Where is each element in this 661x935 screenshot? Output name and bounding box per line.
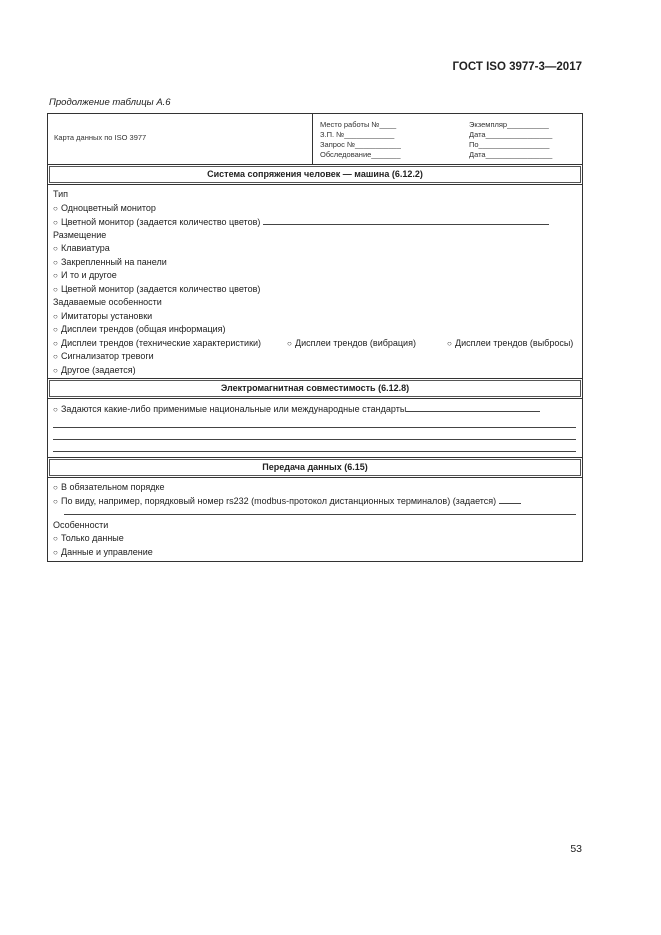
radio-icon: ○	[53, 482, 58, 492]
section-body-hmi	[47, 185, 583, 379]
table-caption: Продолжение таблицы А.6	[49, 97, 171, 108]
section-title-data-transfer: Передача данных (6.15)	[47, 458, 583, 478]
date-field: Дата________________	[469, 130, 553, 139]
radio-icon: ○	[53, 244, 58, 253]
fill-line	[406, 402, 540, 412]
radio-icon: ○	[53, 325, 58, 334]
radio-icon: ○	[53, 405, 58, 414]
radio-icon: ○	[53, 547, 58, 557]
work-place-field: Место работы №____	[320, 120, 397, 129]
radio-icon: ○	[53, 338, 58, 348]
radio-icon: ○	[53, 257, 58, 267]
features-label-data: Особенности	[53, 519, 109, 530]
trend-options-row	[48, 337, 582, 351]
option-keyboard[interactable]: ○ Клавиатура	[48, 242, 582, 256]
option-alarm[interactable]: ○ Сигнализатор тревоги	[48, 350, 582, 364]
placement-label: Размещение	[53, 229, 107, 240]
request-field: Запрос №___________	[320, 140, 401, 149]
option-trend-vibration[interactable]: ○ Дисплеи трендов (вибрация)	[287, 337, 416, 351]
fill-line	[64, 508, 576, 515]
page-number: 53	[570, 843, 582, 855]
option-trend-tech[interactable]: ○ Дисплеи трендов (технические характеристики)	[53, 338, 261, 348]
option-color-monitor-2[interactable]: ○ Цветной монитор (задается количество цветов)	[48, 283, 582, 297]
copy-info-cell	[469, 120, 579, 160]
order-field: З.П. №____________	[320, 130, 395, 139]
option-both[interactable]: ○ И то и другое	[48, 269, 582, 283]
radio-icon: ○	[53, 271, 58, 280]
type-label: Тип	[53, 189, 69, 199]
radio-icon: ○	[53, 284, 58, 294]
option-data-only[interactable]: ○ Только данные	[48, 532, 582, 546]
features-label: Задаваемые особенности	[53, 297, 162, 307]
option-trend-emissions[interactable]: ○ Дисплеи трендов (выбросы)	[447, 337, 573, 351]
inspection-field: Обследование_______	[320, 150, 401, 159]
radio-icon: ○	[53, 534, 58, 543]
copy-field: Экземпляр__________	[469, 120, 549, 129]
radio-icon: ○	[53, 218, 58, 227]
fill-line	[263, 215, 549, 225]
standard-designation: ГОСТ ISO 3977-3—2017	[452, 61, 582, 73]
card-label-cell	[48, 114, 313, 164]
radio-icon: ○	[53, 365, 58, 375]
section-body-emc	[47, 399, 583, 458]
work-info-cell	[320, 120, 460, 160]
option-mandatory[interactable]: ○ В обязательном порядке	[48, 481, 582, 495]
option-rs232[interactable]: ○ По виду, например, порядковый номер rs232 (modbus-протокол дистанционных терминалов) (задается)	[48, 494, 582, 508]
fill-line	[53, 416, 576, 428]
section-title-hmi: Система сопряжения человек — машина (6.12.2)	[47, 165, 583, 185]
option-trend-general[interactable]: ○ Дисплеи трендов (общая информация)	[48, 323, 582, 337]
option-other[interactable]: ○ Другое (задается)	[48, 364, 582, 378]
fill-line	[53, 428, 576, 440]
section-title-emc: Электромагнитная совместимость (6.12.8)	[47, 379, 583, 399]
date-field-2: Дата________________	[469, 150, 553, 159]
data-card-form	[47, 113, 583, 562]
form-header	[47, 113, 583, 165]
radio-icon: ○	[447, 338, 452, 348]
radio-icon: ○	[53, 311, 58, 321]
by-field: По_________________	[469, 140, 550, 149]
fill-line	[499, 494, 521, 504]
radio-icon: ○	[53, 497, 58, 506]
option-panel[interactable]: ○ Закрепленный на панели	[48, 256, 582, 270]
card-label: Карта данных по ISO 3977	[54, 133, 147, 142]
section-body-data-transfer	[47, 478, 583, 563]
option-simulators[interactable]: ○ Имитаторы установки	[48, 310, 582, 324]
radio-icon: ○	[287, 338, 292, 348]
option-mono-monitor[interactable]: ○ Одноцветный монитор	[48, 202, 582, 216]
fill-line	[53, 440, 576, 452]
option-standards[interactable]: ○ Задаются какие-либо применимые национальные или международные стандарты	[48, 402, 582, 416]
option-data-control[interactable]: ○ Данные и управление	[48, 546, 582, 560]
radio-icon: ○	[53, 352, 58, 361]
radio-icon: ○	[53, 203, 58, 213]
option-color-monitor[interactable]: ○ Цветной монитор (задается количество цветов)	[48, 215, 582, 229]
